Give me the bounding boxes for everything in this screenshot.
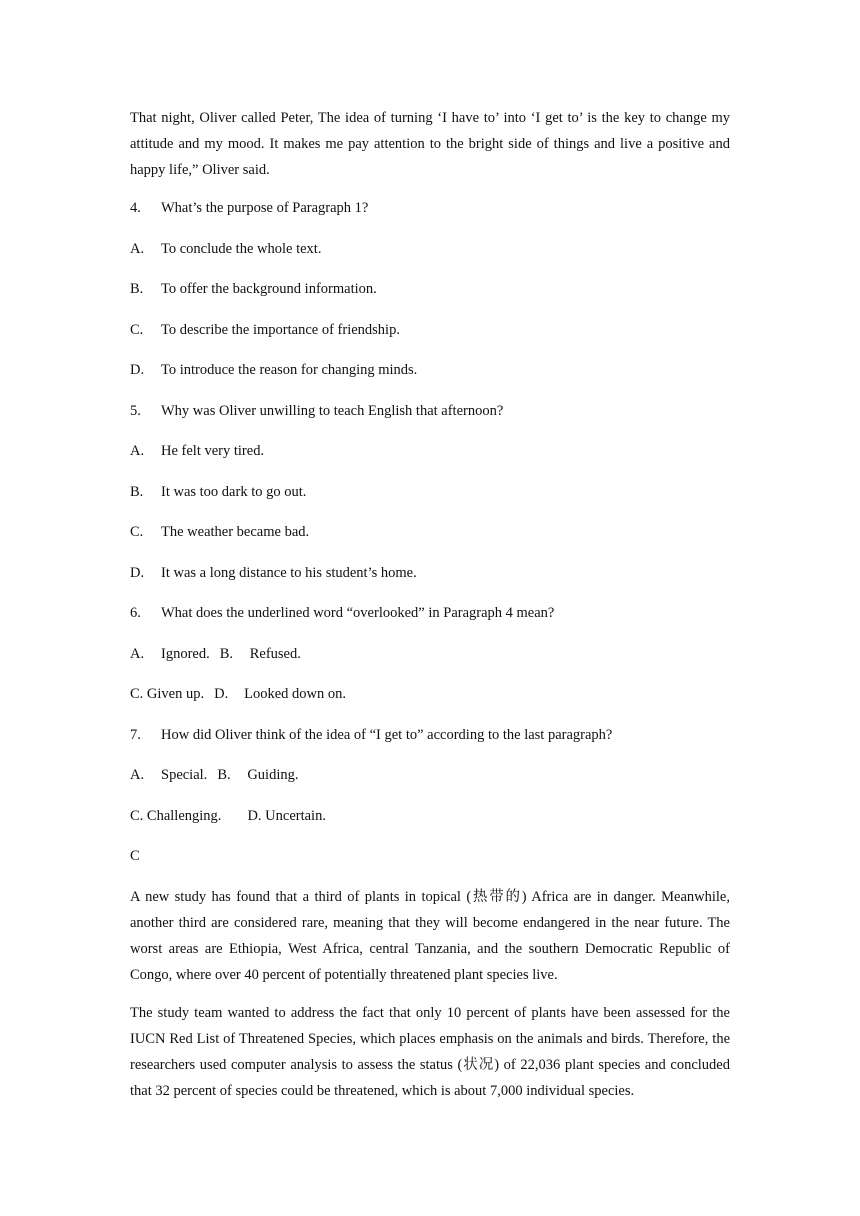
question-text: How did Oliver think of the idea of “I get to” according to the last paragraph? <box>161 726 613 743</box>
option-text: Refused. <box>249 645 301 662</box>
option-text: C. Challenging. <box>130 807 222 824</box>
option-label: D. <box>130 362 145 378</box>
passage-c-paragraph-1: A new study has found that a third of plants in topical (热带的) Africa are in danger. Meanwhile, another third are considered rare, meaning that they will become endangered in the near future. The worst areas are Ethiopia, West Africa, central Tanzania, and the southern Democratic Republic of Congo, where over 40 percent of potentially threatened plant species live. <box>130 888 730 983</box>
option-label: D. <box>214 686 229 702</box>
question-7 <box>130 722 730 748</box>
option-text: To conclude the whole text. <box>161 240 322 257</box>
question-6 <box>130 600 730 626</box>
q7-options-row-1 <box>130 762 730 788</box>
question-number: 6. <box>130 605 141 621</box>
option-label: B. <box>130 483 144 500</box>
option-text: To introduce the reason for changing minds. <box>161 362 418 378</box>
question-number: 5. <box>130 402 141 419</box>
q6-options-row-1 <box>130 641 730 667</box>
passage-c-paragraph-2: The study team wanted to address the fact that only 10 percent of plants have been assessed for the IUCN Red List of Threatened Species, which places emphasis on the animals and birds. Therefore, the researchers used computer analysis to assess the status (状况) of 22,036 plant species and concluded that 32 percent of species could be threatened, which is about 7,000 individual species. <box>130 1004 730 1099</box>
question-number: 7. <box>130 726 141 743</box>
question-text: Why was Oliver unwilling to teach English that afternoon? <box>161 402 504 419</box>
option-text: Special. <box>161 767 208 783</box>
option-text: He felt very tired. <box>161 443 265 459</box>
option-text: To offer the background information. <box>161 281 377 297</box>
question-4 <box>130 195 730 221</box>
q5-option-c <box>130 519 730 545</box>
q4-option-a <box>130 236 730 262</box>
q4-option-b <box>130 276 730 302</box>
question-text: What does the underlined word “overlooked” in Paragraph 4 mean? <box>161 605 555 621</box>
option-text: Looked down on. <box>244 686 346 702</box>
option-label: B. <box>219 645 234 662</box>
option-label: A. <box>130 240 145 257</box>
option-label: B. <box>217 767 231 783</box>
option-text: It was too dark to go out. <box>161 483 307 500</box>
question-number: 4. <box>130 200 141 216</box>
section-letter: C <box>130 848 140 864</box>
q4-option-d <box>130 357 730 383</box>
option-label: A. <box>130 767 145 783</box>
option-label: A. <box>130 645 145 662</box>
option-text: Ignored. <box>161 645 210 662</box>
q5-option-a <box>130 438 730 464</box>
option-text: Guiding. <box>247 767 299 783</box>
option-label: C. <box>130 321 144 338</box>
option-text: It was a long distance to his student’s home. <box>161 564 417 581</box>
option-text: To describe the importance of friendship. <box>161 321 400 338</box>
option-label: C. <box>130 524 144 540</box>
q7-options-row-2 <box>130 803 730 829</box>
document-page <box>130 105 730 1116</box>
option-text: D. Uncertain. <box>247 807 326 824</box>
q5-option-b <box>130 479 730 505</box>
option-label: A. <box>130 443 145 459</box>
q6-options-row-2 <box>130 681 730 707</box>
question-5 <box>130 398 730 424</box>
q5-option-d <box>130 560 730 586</box>
option-label: D. <box>130 564 145 581</box>
option-label: B. <box>130 281 144 297</box>
option-text: The weather became bad. <box>161 524 310 540</box>
intro-paragraph: That night, Oliver called Peter, The idea of turning ‘I have to’ into ‘I get to’ is the key to change my attitude and my mood. It makes me pay attention to the bright side of things and live a positive and happy life,” Oliver said. <box>130 110 730 178</box>
option-text: C. Given up. <box>130 686 205 702</box>
question-text: What’s the purpose of Paragraph 1? <box>161 200 369 216</box>
q4-option-c <box>130 317 730 343</box>
